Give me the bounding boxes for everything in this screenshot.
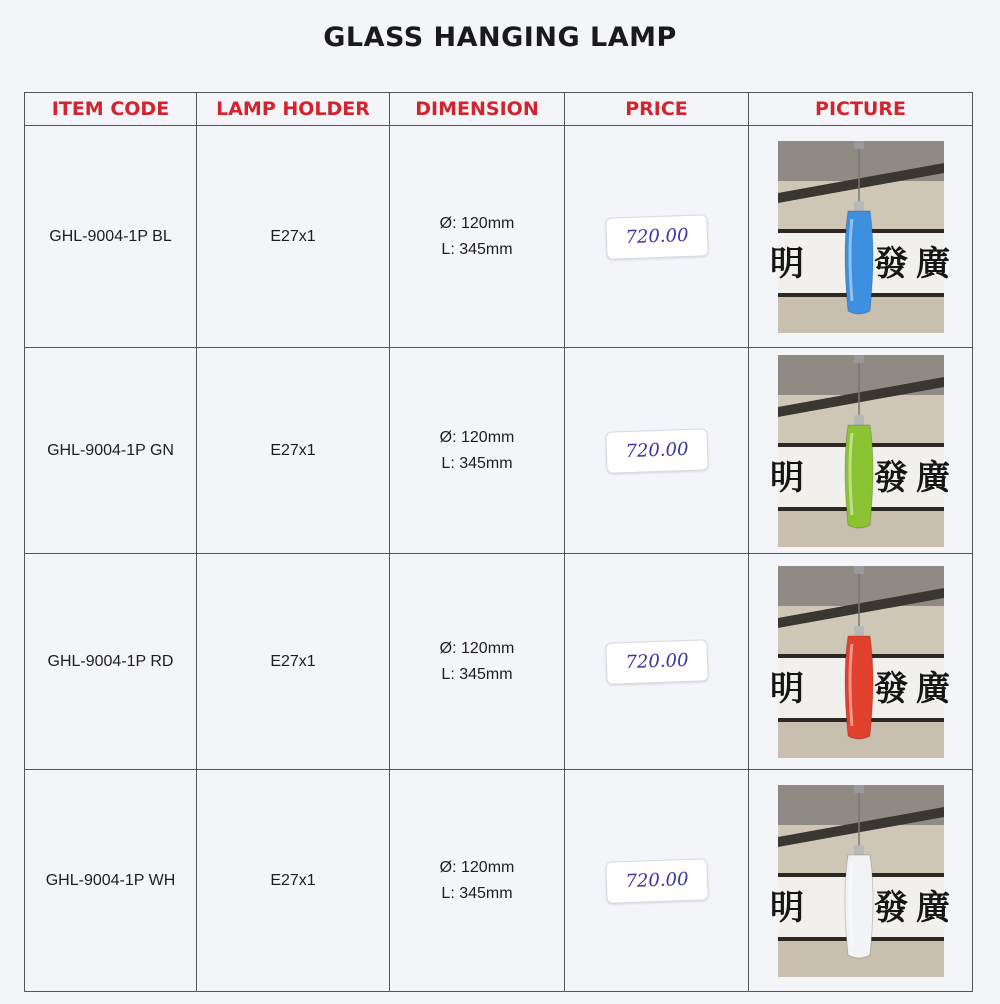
header-row [25, 93, 973, 126]
lamp-photo-white [769, 785, 950, 977]
table-row-3 [25, 554, 973, 770]
length: L: 345mm [441, 240, 513, 258]
price-tag: 720.00 [605, 214, 708, 260]
lamp-holder-cell [197, 554, 390, 770]
price-tag: 720.00 [605, 428, 708, 474]
lamp-illustration [769, 785, 950, 977]
table-row-2 [25, 348, 973, 554]
svg-text:發: 發 [873, 887, 908, 928]
lamp-photo-blue [769, 141, 950, 333]
svg-text:明: 明 [769, 668, 804, 709]
picture-cell [749, 770, 973, 992]
lamp-holder-cell [197, 126, 390, 348]
lamp-holder: E27x1 [270, 227, 316, 245]
svg-text:發: 發 [873, 243, 908, 284]
dimension-cell [390, 554, 565, 770]
dimension-cell [390, 770, 565, 992]
price-cell [565, 770, 749, 992]
picture-cell [749, 348, 973, 554]
lamp-holder: E27x1 [270, 652, 316, 670]
picture-cell [749, 554, 973, 770]
price-cell [565, 126, 749, 348]
length: L: 345mm [441, 665, 513, 683]
item-code: GHL-9004-1P BL [49, 227, 172, 245]
lamp-holder: E27x1 [270, 441, 316, 459]
diameter: Ø: 120mm [439, 428, 515, 446]
svg-text:廣: 廣 [915, 887, 950, 928]
svg-text:廣: 廣 [915, 668, 950, 709]
item-code: GHL-9004-1P WH [45, 871, 176, 889]
header-lamp-holder: LAMP HOLDER [197, 93, 390, 126]
length: L: 345mm [441, 454, 513, 472]
header-item-code: ITEM CODE [25, 93, 197, 126]
price-cell [565, 554, 749, 770]
lamp-holder: E27x1 [270, 871, 316, 889]
item-code-cell [25, 770, 197, 992]
length: L: 345mm [441, 884, 513, 902]
table-row-4 [25, 770, 973, 992]
item-code: GHL-9004-1P GN [47, 441, 174, 459]
svg-text:發: 發 [873, 457, 908, 498]
header-picture: PICTURE [749, 93, 973, 126]
product-table [24, 92, 973, 992]
dimension-cell [390, 126, 565, 348]
svg-text:明: 明 [769, 887, 804, 928]
svg-text:廣: 廣 [915, 243, 950, 284]
item-code-cell [25, 554, 197, 770]
lamp-illustration [769, 355, 950, 547]
lamp-illustration [769, 566, 950, 758]
item-code-cell [25, 126, 197, 348]
svg-text:明: 明 [769, 457, 804, 498]
svg-text:廣: 廣 [915, 457, 950, 498]
dimension-cell [390, 348, 565, 554]
table-row-1 [25, 126, 973, 348]
svg-text:發: 發 [873, 668, 908, 709]
item-code: GHL-9004-1P RD [47, 652, 174, 670]
svg-text:明: 明 [769, 243, 804, 284]
header-price: PRICE [565, 93, 749, 126]
item-code-cell [25, 348, 197, 554]
lamp-holder-cell [197, 770, 390, 992]
lamp-holder-cell [197, 348, 390, 554]
lamp-illustration [769, 141, 950, 333]
header-dimension: DIMENSION [390, 93, 565, 126]
lamp-photo-red [769, 566, 950, 758]
diameter: Ø: 120mm [439, 214, 515, 232]
diameter: Ø: 120mm [439, 639, 515, 657]
diameter: Ø: 120mm [439, 858, 515, 876]
picture-cell [749, 126, 973, 348]
price-tag: 720.00 [605, 858, 708, 904]
price-tag: 720.00 [605, 639, 708, 685]
lamp-photo-green [769, 355, 950, 547]
page-title: GLASS HANGING LAMP [323, 22, 677, 53]
price-cell [565, 348, 749, 554]
